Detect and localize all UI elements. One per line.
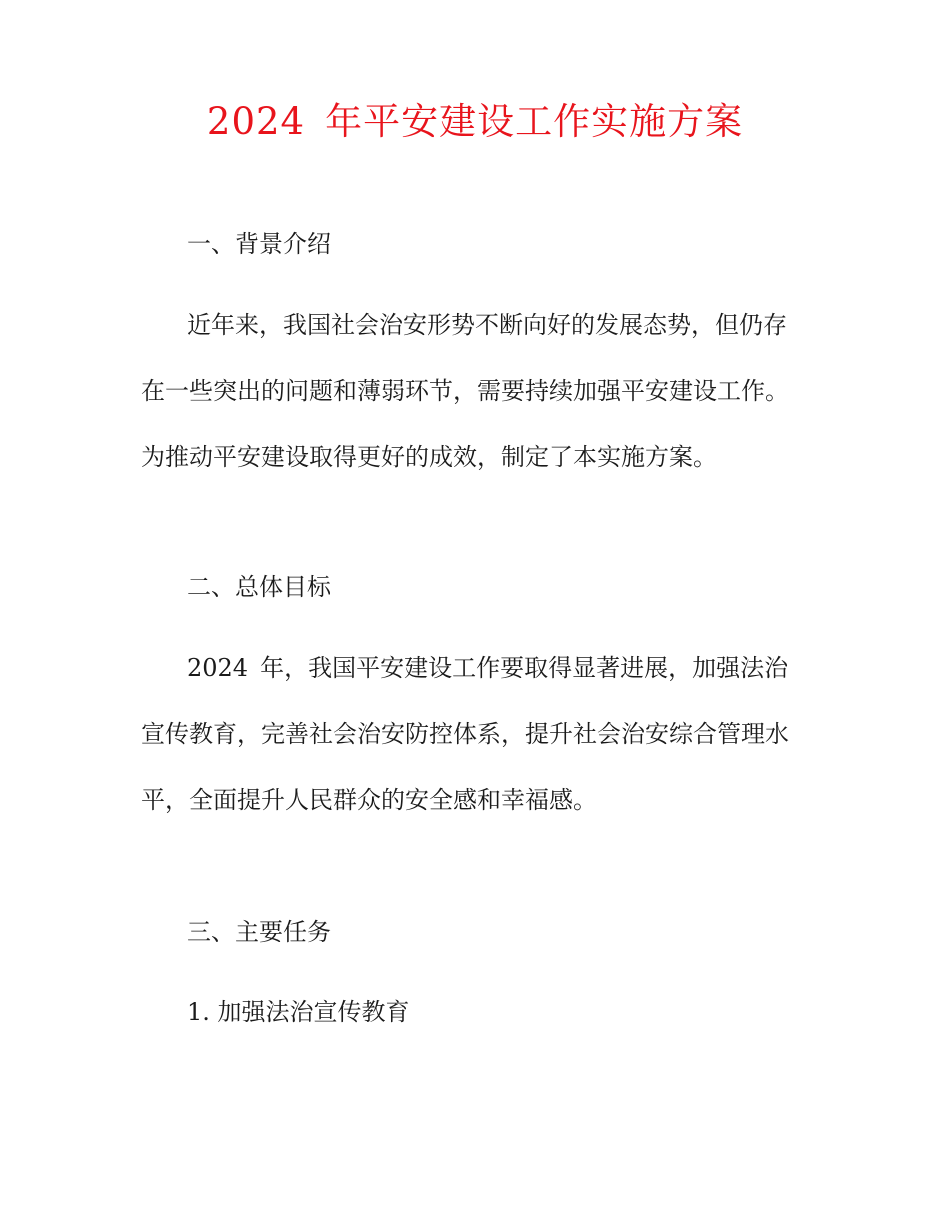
goals-line-text: 年，我国平安建设工作要取得显著进展，加强法治 [260, 654, 789, 682]
paragraph-background [141, 292, 821, 490]
document-title [0, 96, 950, 148]
section-heading-goals: 二、总体目标 [187, 573, 331, 601]
section-heading-tasks: 三、主要任务 [187, 918, 331, 946]
paragraph-goals [141, 635, 821, 833]
title-year: 2024 [206, 100, 306, 143]
paragraph-line: 平，全面提升人民群众的安全感和幸福感。 [141, 786, 597, 814]
goals-year: 2024 [187, 654, 249, 682]
subheading-legal-education: 1. 加强法治宣传教育 [187, 998, 410, 1026]
paragraph-line: 在一些突出的问题和薄弱环节，需要持续加强平安建设工作。 [141, 377, 789, 405]
section-heading-background: 一、背景介绍 [187, 230, 331, 258]
paragraph-line [141, 635, 821, 701]
title-text: 年平安建设工作实施方案 [325, 100, 744, 143]
paragraph-line: 宣传教育，完善社会治安防控体系，提升社会治安综合管理水 [141, 720, 789, 748]
paragraph-line: 为推动平安建设取得更好的成效，制定了本实施方案。 [141, 443, 717, 471]
paragraph-line: 近年来，我国社会治安形势不断向好的发展态势，但仍存 [187, 311, 787, 339]
